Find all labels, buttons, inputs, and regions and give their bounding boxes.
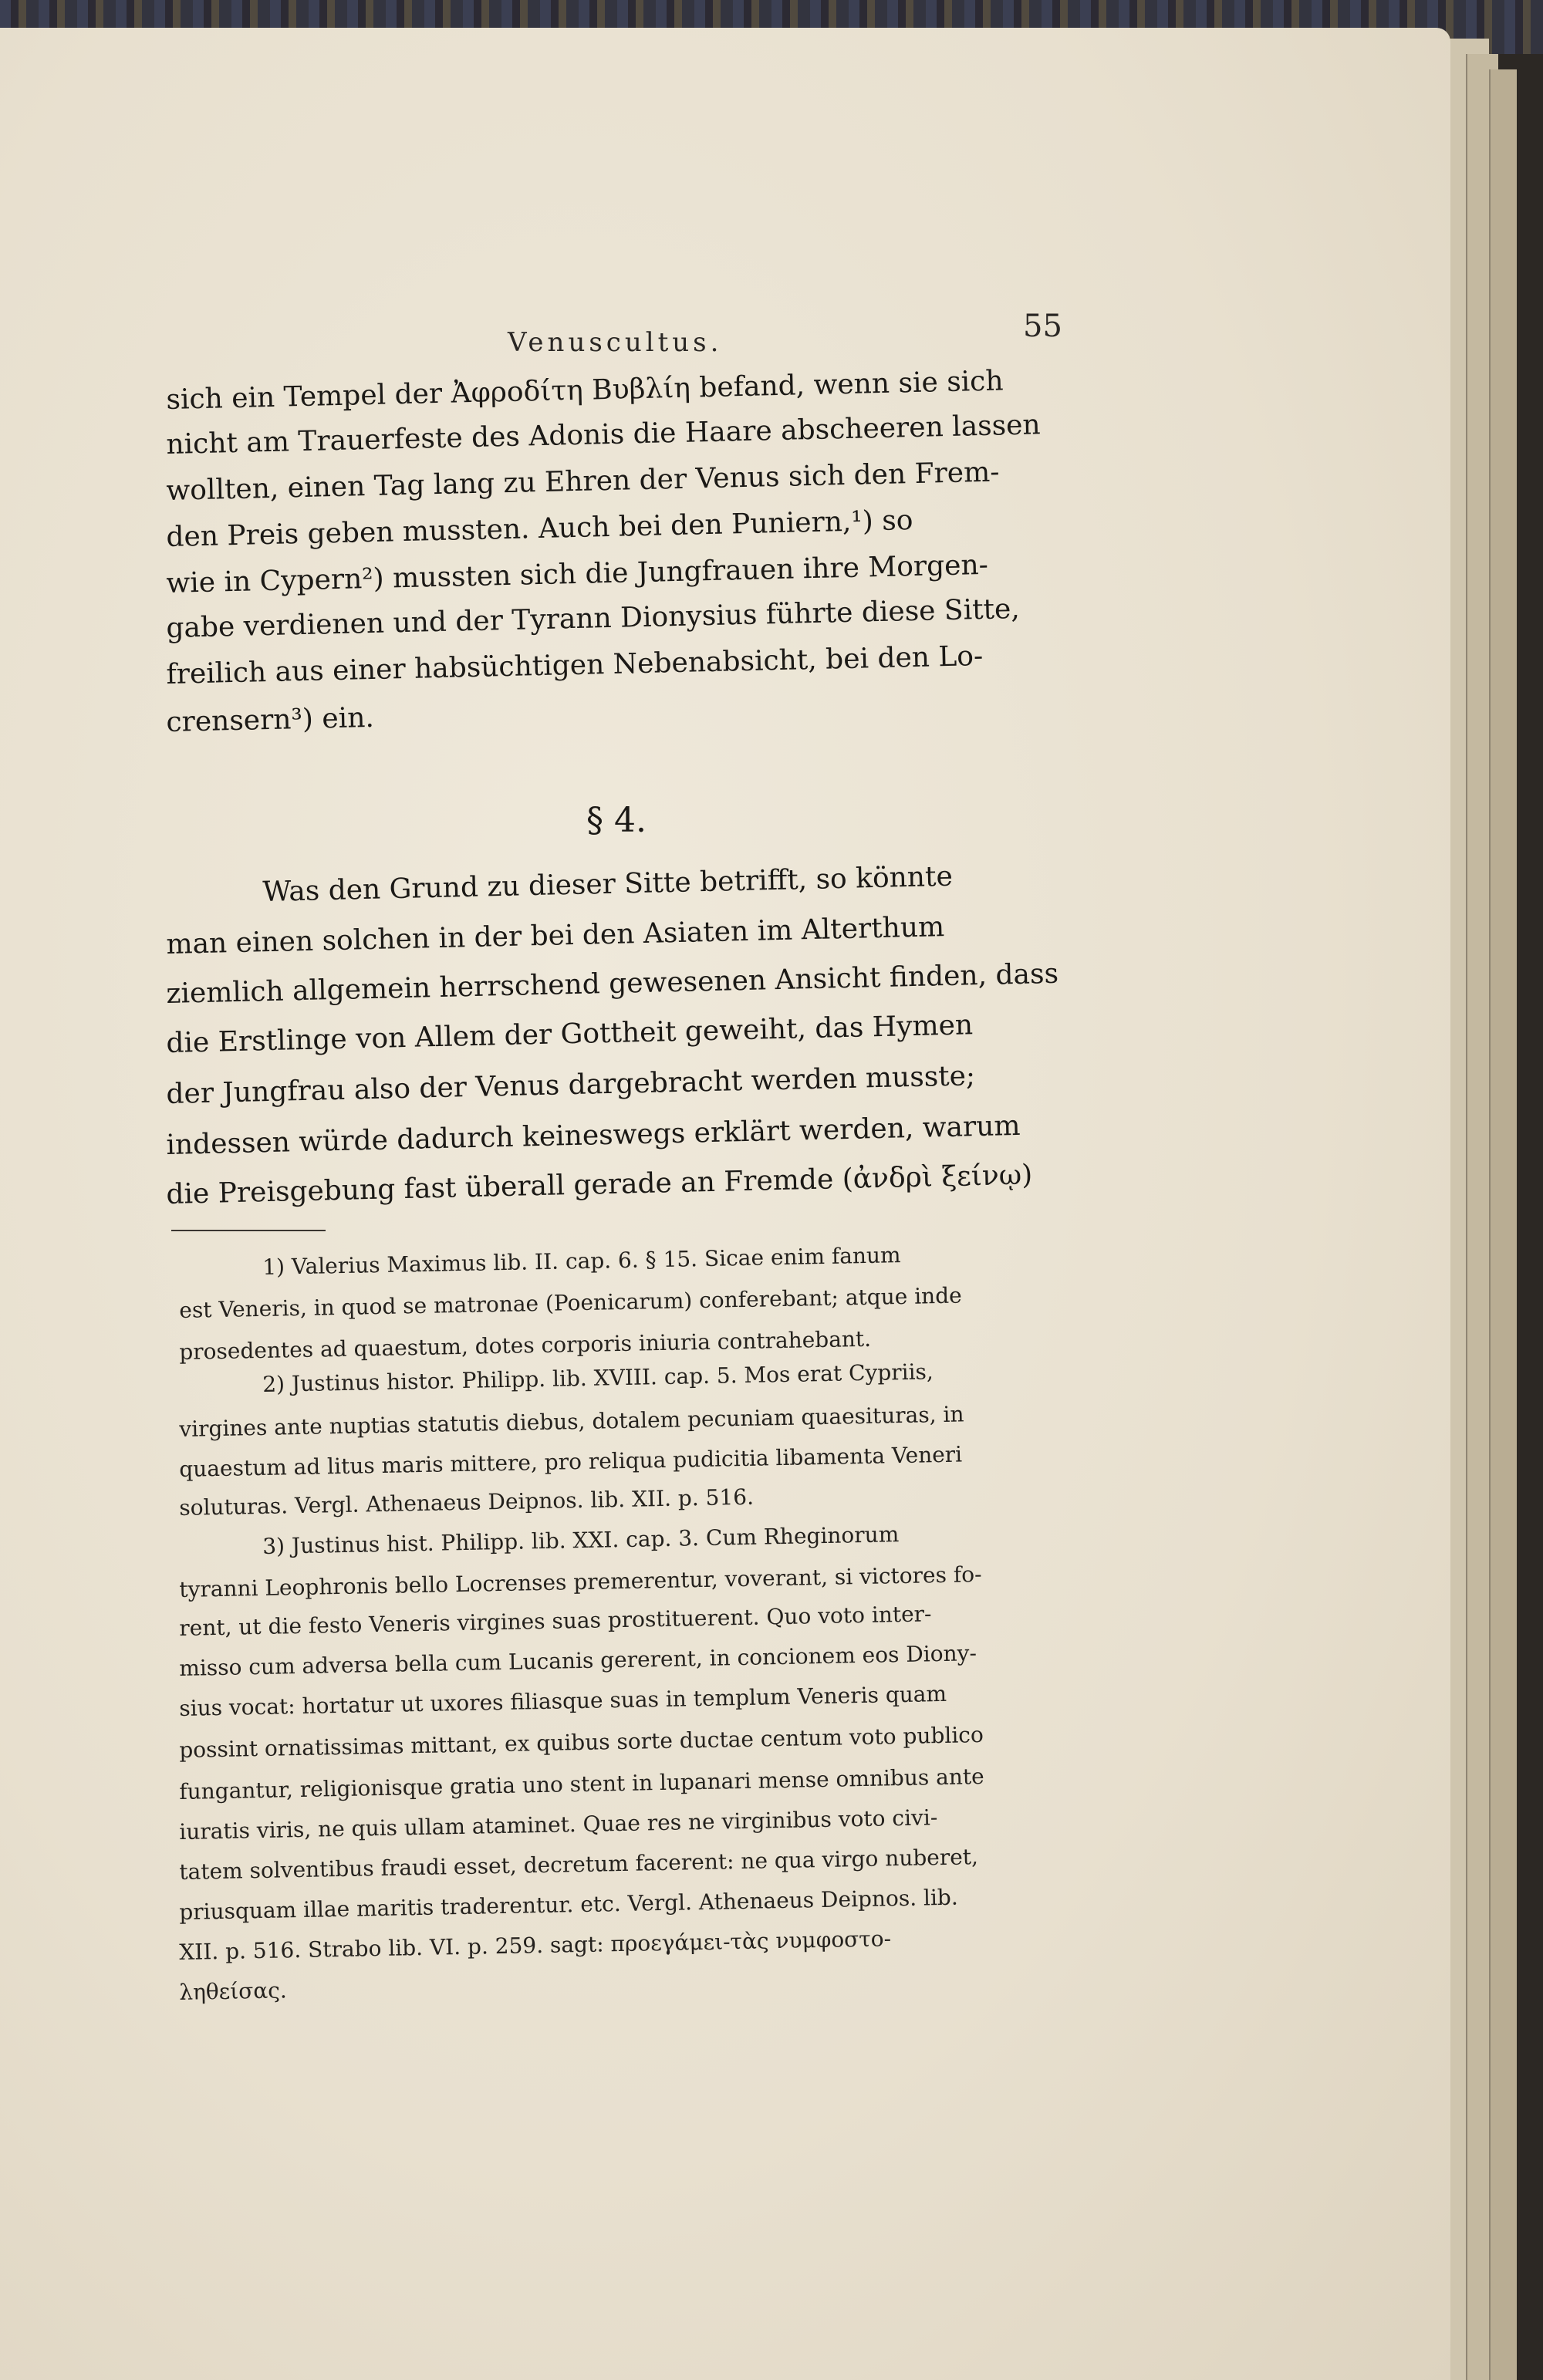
text-line: wollten, einen Tag lang zu Ehren der Venus sich den Frem- <box>166 456 1000 507</box>
page-number: 55 <box>1023 309 1062 344</box>
footnote-line: 3) Justinus hist. Philipp. lib. XXI. cap. 3. Cum Rheginorum <box>262 1521 900 1559</box>
text-line: den Preis geben mussten. Auch bei den Puniern,¹) so <box>166 505 913 553</box>
page-edge <box>1489 69 1517 2380</box>
footnote-line: sius vocat: hortatur ut uxores filiasque suas in templum Veneris quam <box>179 1680 947 1721</box>
text-line: freilich aus einer habsüchtigen Nebenabsicht, bei den Lo- <box>166 640 984 690</box>
text-line: nicht am Trauerfeste des Adonis die Haare abscheeren lassen <box>166 409 1042 461</box>
footnote-line: XII. p. 516. Strabo lib. VI. p. 259. sagt: προεγάμει-τὰς νυμφοστο- <box>179 1926 892 1965</box>
text-line: indessen würde dadurch keineswegs erklärt werden, warum <box>166 1109 1021 1161</box>
footnote-line: prosedentes ad quaestum, dotes corporis iniuria contrahebant. <box>179 1325 872 1365</box>
text-line: der Jungfrau also der Venus dargebracht werden musste; <box>166 1060 976 1110</box>
footnote-line: est Veneris, in quod se matronae (Poenicarum) conferebant; atque inde <box>179 1282 962 1323</box>
footnote-line: 1) Valerius Maximus lib. II. cap. 6. § 15. Sicae enim fanum <box>262 1242 901 1280</box>
footnote-line: rent, ut die festo Veneris virgines suas prostituerent. Quo voto inter- <box>179 1601 932 1641</box>
running-head: Venuscultus. <box>508 327 723 358</box>
text-line: die Preisgebung fast überall gerade an Fremde (ἀνδρὶ ξείνῳ) <box>166 1159 1033 1210</box>
text-line: die Erstlinge von Allem der Gottheit geweiht, das Hymen <box>166 1009 974 1059</box>
footnote-rule <box>171 1230 326 1231</box>
footnote-line: 2) Justinus histor. Philipp. lib. XVIII. cap. 5. Mos erat Cypriis, <box>262 1359 934 1397</box>
text-line: ziemlich allgemein herrschend gewesenen Ansicht finden, dass <box>166 957 1059 1010</box>
text-line: gabe verdienen und der Tyrann Dionysius führte diese Sitte, <box>166 592 1021 644</box>
text-line: sich ein Tempel der Ἀφροδίτη Βυβλίη befand, wenn sie sich <box>166 365 1004 416</box>
footnote-line: tyranni Leophronis bello Locrenses premerentur, voverant, si victores fo- <box>179 1561 982 1602</box>
text-line: wie in Cypern²) mussten sich die Jungfrauen ihre Morgen- <box>166 549 989 599</box>
text-line: crensern³) ein. <box>166 701 375 738</box>
footnote-line: ληθείσας. <box>179 1977 288 2005</box>
footnote-line: misso cum adversa bella cum Lucanis gererent, in concionem eos Diony- <box>179 1640 977 1681</box>
footnote-line: iuratis viris, ne quis ullam ataminet. Quae res ne virginibus voto civi- <box>179 1804 938 1845</box>
footnote-line: soluturas. Vergl. Athenaeus Deipnos. lib. XII. p. 516. <box>179 1484 755 1521</box>
book-page <box>0 28 1450 2380</box>
footnote-line: possint ornatissimas mittant, ex quibus sorte ductae centum voto publico <box>179 1721 984 1763</box>
footnote-line: fungantur, religionisque gratia uno stent in lupanari mense omnibus ante <box>179 1763 984 1804</box>
section-heading: § 4. <box>586 801 647 840</box>
footnote-line: quaestum ad litus maris mittere, pro reliqua pudicitia libamenta Veneri <box>179 1441 963 1482</box>
text-line: man einen solchen in der bei den Asiaten im Alterthum <box>166 911 945 960</box>
footnote-line: tatem solventibus fraudi esset, decretum facerent: ne qua virgo nuberet, <box>179 1844 979 1885</box>
footnote-line: virgines ante nuptias statutis diebus, dotalem pecuniam quaesituras, in <box>179 1401 964 1442</box>
footnote-line: priusquam illae maritis traderentur. etc. Vergl. Athenaeus Deipnos. lib. <box>179 1884 958 1925</box>
text-line: Was den Grund zu dieser Sitte betrifft, so könnte <box>262 860 954 908</box>
